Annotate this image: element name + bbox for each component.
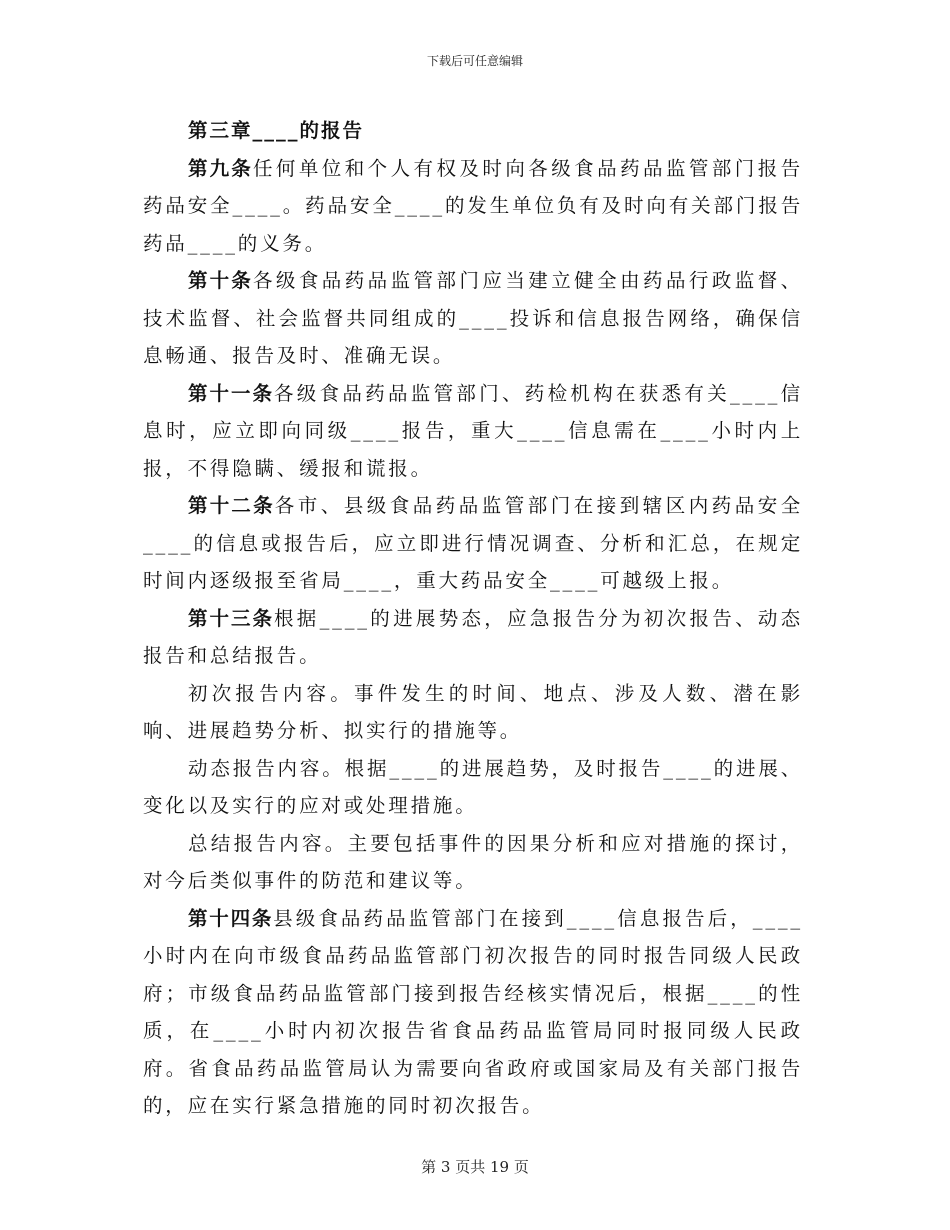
article-text: 各级食品药品监管部门应当建立健全由药品行政监督、技术监督、社会监督共同组成的____投诉和信息报告网络，确保信息畅通、报告及时、准确无误。 [143, 269, 803, 367]
summary-report-paragraph [143, 825, 803, 900]
article-13-paragraph [143, 600, 803, 675]
chapter-title: 第三章____的报告 [188, 119, 365, 142]
article-text: 根据____的进展势态，应急报告分为初次报告、动态报告和总结报告。 [143, 606, 803, 667]
article-text: 各级食品药品监管部门、药检机构在获悉有关____信息时，应立即向同级____报告，重大____信息需在____小时内上报，不得隐瞒、缓报和谎报。 [143, 381, 803, 480]
paragraph-text: 动态报告内容。根据____的进展趋势，及时报告____的进展、变化以及实行的应对或处理措施。 [143, 756, 803, 817]
page-header: 下载后可任意编辑 [426, 54, 523, 68]
article-11-paragraph [143, 375, 803, 488]
article-text: 任何单位和个人有权及时向各级食品药品监管部门报告药品安全____。药品安全____的发生单位负有及时向有关部门报告药品____的义务。 [143, 156, 803, 255]
article-label: 第九条 [188, 156, 253, 180]
article-label: 第十四条 [188, 906, 274, 930]
article-label: 第十条 [188, 269, 253, 292]
paragraph-text: 总结报告内容。主要包括事件的因果分析和应对措施的探讨，对今后类似事件的防范和建议等。 [143, 831, 803, 892]
article-label: 第十三条 [188, 606, 274, 630]
article-14-paragraph [143, 900, 803, 1125]
article-10-paragraph [143, 262, 803, 375]
dynamic-report-paragraph [143, 750, 803, 825]
article-text: 县级食品药品监管部门在接到____信息报告后，____小时内在向市级食品药品监管部门初次报告的同时报告同级人民政府；市级食品药品监管部门接到报告经核实情况后，根据____的性质，在____小时内初次报告省食品药品监管局同时报同级人民政府。省食品药品监管局认为需要向省政府或国家局及有关部门报告的，应在实行紧急措施的同时初次报告。 [143, 906, 803, 1117]
document-body [143, 112, 803, 1125]
paragraph-text: 初次报告内容。事件发生的时间、地点、涉及人数、潜在影响、进展趋势分析、拟实行的措施等。 [143, 681, 803, 742]
initial-report-paragraph [143, 675, 803, 750]
page-footer: 第 3 页共 19 页 [421, 1158, 529, 1176]
article-label: 第十二条 [188, 494, 275, 517]
article-9-paragraph [143, 150, 803, 263]
article-text: 各市、县级食品药品监管部门在接到辖区内药品安全____的信息或报告后，应立即进行情况调查、分析和汇总，在规定时间内逐级报至省局____，重大药品安全____可越级上报。 [143, 494, 803, 592]
article-12-paragraph [143, 487, 803, 600]
article-label: 第十一条 [188, 381, 274, 405]
